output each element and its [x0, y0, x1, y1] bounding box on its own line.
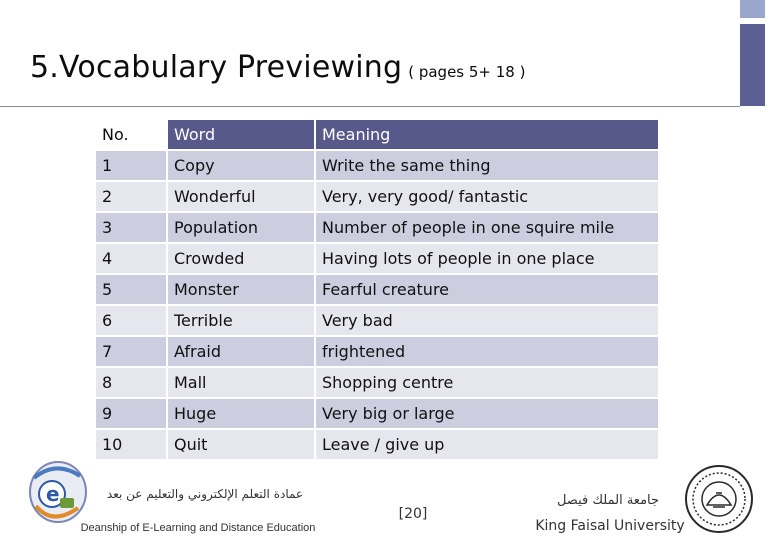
slide-title-pages: ( pages 5+ 18 ): [408, 63, 526, 81]
table-row: [96, 213, 660, 244]
cell-word: Quit: [168, 430, 316, 461]
cell-no: 3: [96, 213, 168, 244]
cell-meaning: Shopping centre: [316, 368, 660, 399]
cell-no: 4: [96, 244, 168, 275]
cell-word: Mall: [168, 368, 316, 399]
university-seal-icon: [680, 463, 758, 535]
accent-strip-right: [740, 24, 765, 106]
cell-word: Population: [168, 213, 316, 244]
cell-meaning: Write the same thing: [316, 151, 660, 182]
cell-word: Copy: [168, 151, 316, 182]
cell-no: 10: [96, 430, 168, 461]
table-row: [96, 182, 660, 213]
cell-word: Monster: [168, 275, 316, 306]
university-english-name: King Faisal University: [535, 518, 685, 534]
cell-meaning: Very big or large: [316, 399, 660, 430]
table-row: [96, 430, 660, 461]
title-divider: [0, 106, 740, 107]
table-row: [96, 399, 660, 430]
cell-no: 9: [96, 399, 168, 430]
cell-word: Terrible: [168, 306, 316, 337]
cell-no: 7: [96, 337, 168, 368]
page-number: [20]: [398, 506, 428, 522]
header-meaning: Meaning: [316, 120, 660, 151]
cell-word: Wonderful: [168, 182, 316, 213]
cell-no: 5: [96, 275, 168, 306]
table-row: [96, 151, 660, 182]
slide-title-main: 5.Vocabulary Previewing: [30, 50, 403, 85]
cell-no: 2: [96, 182, 168, 213]
cell-meaning: frightened: [316, 337, 660, 368]
table-row: [96, 275, 660, 306]
cell-meaning: Number of people in one squire mile: [316, 213, 660, 244]
table-row: [96, 306, 660, 337]
e-learning-logo-icon: [22, 458, 88, 528]
deanship-english-name: Deanship of E-Learning and Distance Education: [80, 522, 316, 534]
cell-no: 6: [96, 306, 168, 337]
accent-strip-top: [740, 0, 765, 18]
university-arabic-name: جامعة الملك فيصل: [556, 493, 660, 508]
table-header-row: [96, 120, 660, 151]
deanship-arabic-name: عمادة التعلم الإلكتروني والتعليم عن بعد: [106, 487, 304, 501]
cell-meaning: Leave / give up: [316, 430, 660, 461]
table-row: [96, 368, 660, 399]
cell-meaning: Very bad: [316, 306, 660, 337]
cell-no: 8: [96, 368, 168, 399]
cell-meaning: Fearful creature: [316, 275, 660, 306]
table-row: [96, 244, 660, 275]
table-row: [96, 337, 660, 368]
cell-no: 1: [96, 151, 168, 182]
header-word: Word: [168, 120, 316, 151]
vocabulary-table: [96, 120, 660, 461]
cell-word: Huge: [168, 399, 316, 430]
cell-word: Afraid: [168, 337, 316, 368]
svg-text:e: e: [46, 482, 60, 506]
cell-meaning: Very, very good/ fantastic: [316, 182, 660, 213]
slide-title: [30, 50, 525, 85]
cell-meaning: Having lots of people in one place: [316, 244, 660, 275]
cell-word: Crowded: [168, 244, 316, 275]
header-no: No.: [96, 120, 168, 151]
